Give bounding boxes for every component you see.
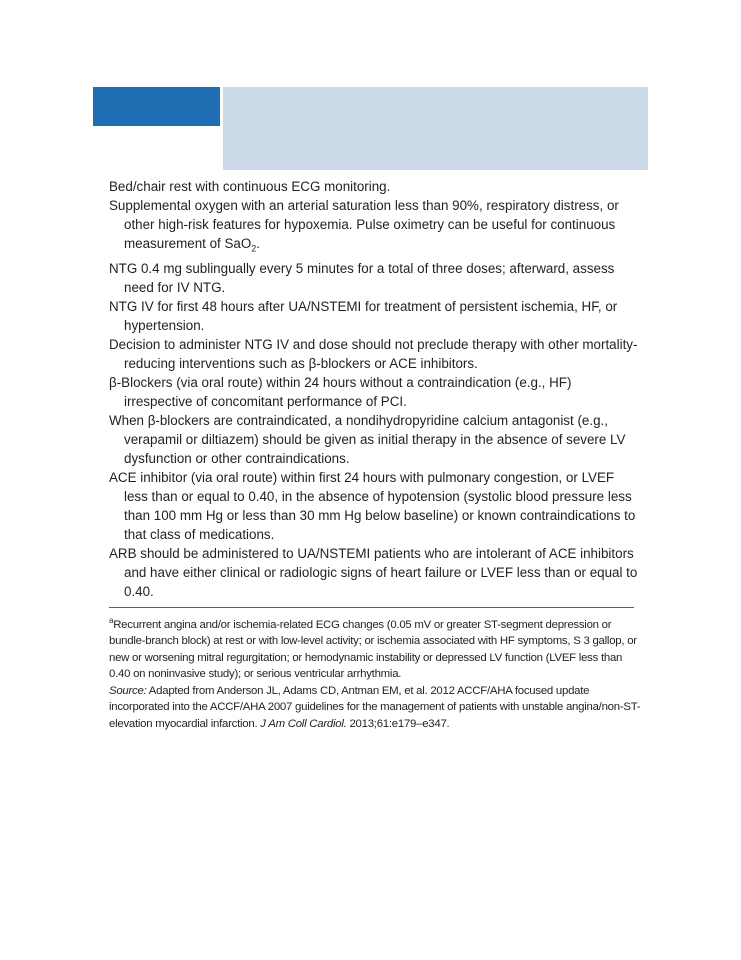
recommendation-item: Bed/chair rest with continuous ECG monitoring.: [109, 179, 391, 194]
recommendation-item: ARB should be administered to UA/NSTEMI patients who are intolerant of ACE inhibitors and have either clinical or radiologic signs of heart failure or LVEF less than or equal to 0.40.: [109, 545, 638, 599]
footnote-divider: [109, 607, 634, 608]
recommendation-item: NTG 0.4 mg sublingually every 5 minutes for a total of three doses; afterward, assess need for IV NTG.: [109, 260, 615, 295]
table-title-banner: [223, 87, 648, 170]
table-number-banner: [93, 87, 220, 126]
recommendation-item: β-Blockers (via oral route) within 24 hours without a contraindication (e.g., HF) irrespective of concomitant performance of PCI.: [109, 374, 572, 409]
footnote: $^a$Recurrent angina and/or ischemia-related ECG changes (0.05 mV or greater ST-segment depression or bundle-branch block) at rest or with low-level activity; or ischemia associated with HF symptoms, S 3 gallop, or new or worsening mitral regurgitation; or hemodynamic instability or depressed LV function (LVEF less than 0.40 on noninvasive study); or serious ventricular arrhythmia.: [109, 615, 637, 681]
recommendation-item: NTG IV for first 48 hours after UA/NSTEMI for treatment of persistent ischemia, HF, or hypertension.: [109, 298, 618, 333]
recommendation-item: When β-blockers are contraindicated, a nondihydropyridine calcium antagonist (e.g., verapamil or diltiazem) should be given as initial therapy in the absence of severe LV dysfunction or other contraindications.: [109, 412, 626, 466]
table-content: [109, 177, 641, 733]
recommendation-item: Supplemental oxygen with an arterial saturation less than 90%, respiratory distress, or other high-risk features for hypoxemia. Pulse oximetry can be useful for continuous measurement of SaO$_2$.: [109, 198, 619, 254]
recommendation-item: ACE inhibitor (via oral route) within first 24 hours with pulmonary congestion, or LVEF less than or equal to 0.40, in the absence of hypotension (systolic blood pressure less than 100 mm Hg or less than 30 mm Hg below baseline) or known contraindications to that class of medications.: [109, 469, 636, 542]
table-notes: [109, 613, 641, 733]
recommendation-item: Decision to administer NTG IV and dose should not preclude therapy with other mortality-reducing interventions such as β-blockers or ACE inhibitors.: [109, 336, 638, 371]
source-note: Source: Adapted from Anderson JL, Adams CD, Antman EM, et al. 2012 ACCF/AHA focused update incorporated into the ACCF/AHA 2007 guidelines for the management of patients with unstable angina/non-ST-elevation myocardial infarction. J Am Coll Cardiol. 2013;61:e179–e347.: [109, 684, 641, 731]
